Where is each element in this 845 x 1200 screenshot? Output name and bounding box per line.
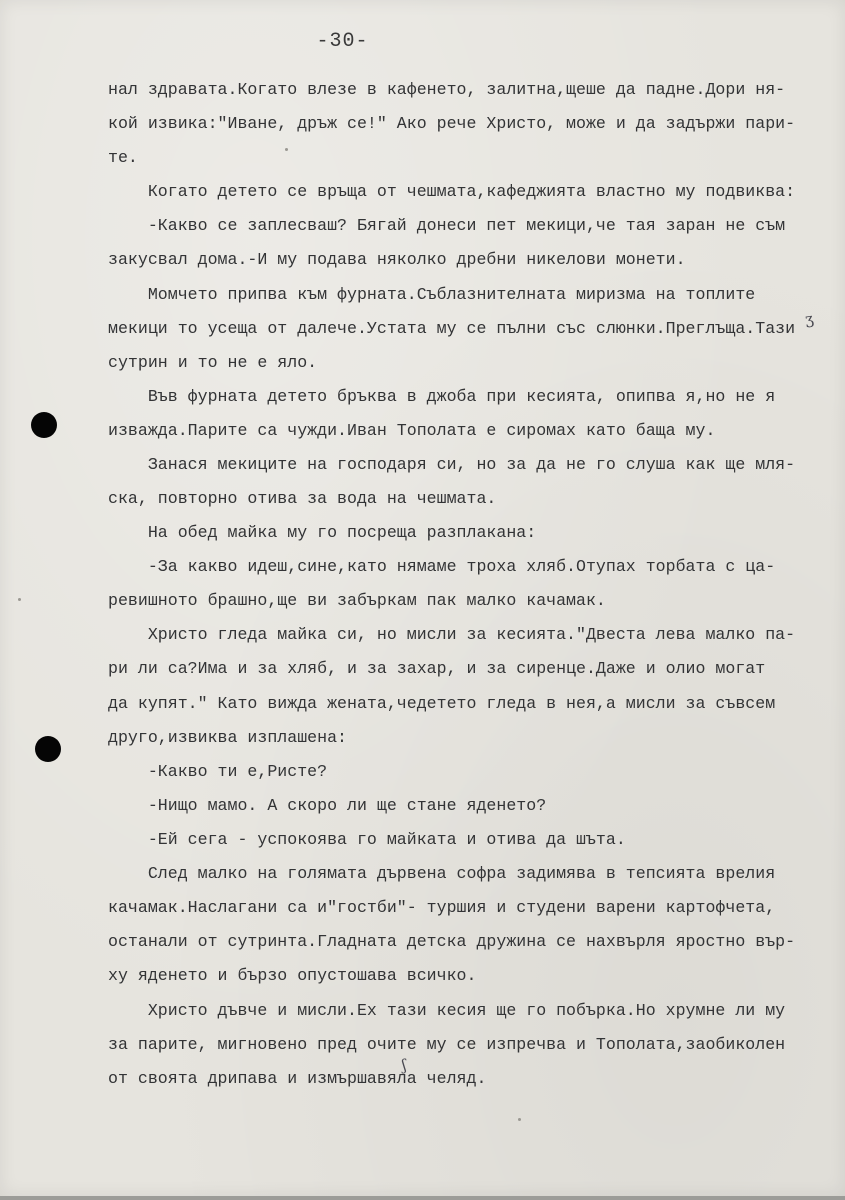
text-line: Занася мекиците на господаря си, но за да не го слуша как ще мля- (108, 455, 796, 474)
text-line: -За какво идеш,сине,като нямаме троха хляб.Отупах торбата с ца- (108, 557, 776, 576)
text-line: те. (108, 148, 138, 167)
text-line: След малко на голямата дървена софра задимява в тепсията врелия (108, 864, 776, 883)
text-line: ска, повторно отива за вода на чешмата. (108, 489, 497, 508)
text-line: ри ли са?Има и за хляб, и за захар, и за сиренце.Даже и олио могат (108, 659, 766, 678)
text-line: -Ей сега - успокоява го майката и отива да шъта. (108, 830, 626, 849)
scan-edge (0, 1196, 845, 1200)
punch-hole (35, 736, 61, 762)
text-line: Христо гледа майка си, но мисли за кесията."Двеста лева малко па- (108, 625, 796, 644)
text-line: изважда.Парите са чужди.Иван Тополата е сиромах като баща му. (108, 421, 716, 440)
text-line: останали от сутринта.Гладната детска дружина се нахвърля яростно вър- (108, 932, 796, 951)
text-line: друго,извиква изплашена: (108, 728, 347, 747)
text-line: нал здравата.Когато влезе в кафенето, залитна,щеше да падне.Дори ня- (108, 80, 786, 99)
handwritten-correction-mark: ʃ (400, 1055, 408, 1075)
text-line: ревишното брашно,ще ви забъркам пак малко качамак. (108, 591, 606, 610)
text-line: да купят." Като вижда жената,чедетето гледа в нея,а мисли за съвсем (108, 694, 776, 713)
paper-speck (518, 1118, 521, 1121)
text-line: Когато детето се връща от чешмата,кафеджията властно му подвиква: (108, 182, 796, 201)
text-line: от своята дрипава и измършавяла челяд. (108, 1069, 487, 1088)
text-line: кой извика:"Иване, дръж се!" Ако рече Христо, може и да задържи пари- (108, 114, 796, 133)
handwritten-correction-mark: ʒ (803, 309, 815, 329)
text-line: На обед майка му го посреща разплакана: (108, 523, 537, 542)
text-line: ху яденето и бързо опустошава всичко. (108, 966, 477, 985)
paper-speck (18, 598, 21, 601)
paper-speck (285, 148, 288, 151)
text-line: -Нищо мамо. А скоро ли ще стане яденето? (108, 796, 547, 815)
page-number: -30- (316, 30, 369, 53)
text-line: закусвал дома.-И му подава няколко дребни никелови монети. (108, 250, 686, 269)
text-line: Момчето припва към фурната.Съблазнителната миризма на топлите (108, 285, 756, 304)
punch-hole (31, 412, 57, 438)
text-line: за парите, мигновено пред очите му се изпречва и Тополата,заобиколен (108, 1035, 786, 1054)
text-line: мекици то усеща от далече.Устата му се пълни със слюнки.Преглъща.Тази (108, 319, 796, 338)
text-line: сутрин и то не е яло. (108, 353, 318, 372)
text-line: качамак.Наслагани са и"гостби"- туршия и студени варени картофчета, (108, 898, 776, 917)
text-line: -Какво се заплесваш? Бягай донеси пет мекици,че тая заран не съм (108, 216, 786, 235)
text-line: -Какво ти е,Ристе? (108, 762, 328, 781)
text-line: Във фурната детето бръква в джоба при кесията, опипва я,но не я (108, 387, 776, 406)
text-line: Христо дъвче и мисли.Ех тази кесия ще го побърка.Но хрумне ли му (108, 1001, 786, 1020)
